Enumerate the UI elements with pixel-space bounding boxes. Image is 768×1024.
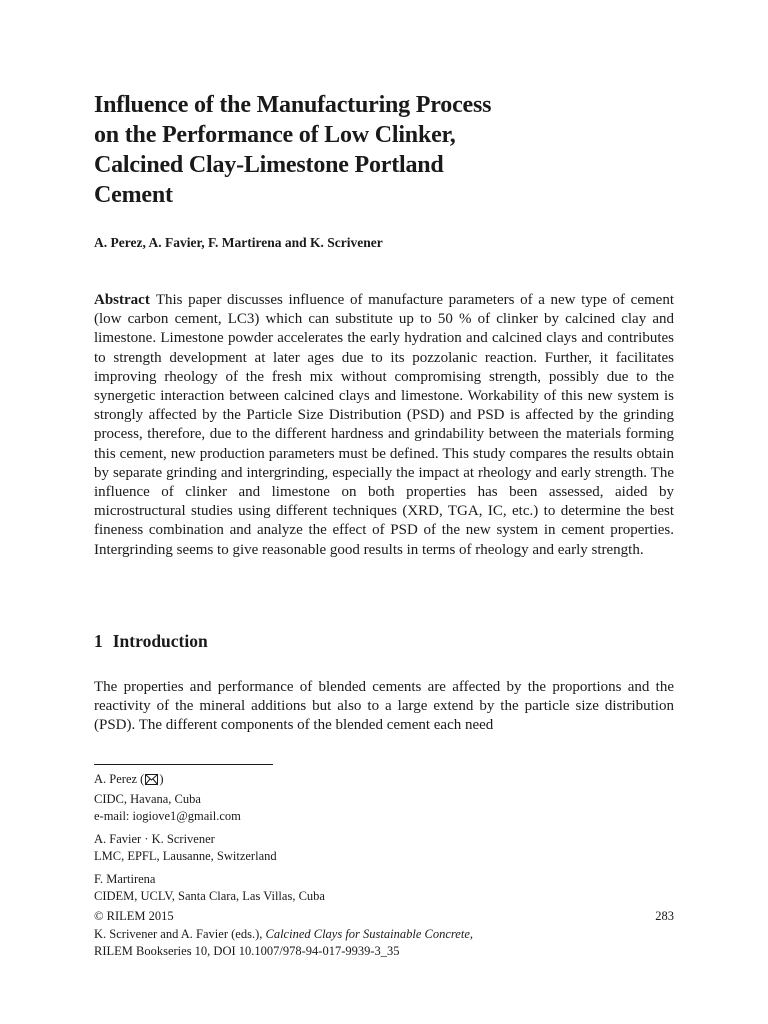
publication-info [94,908,674,961]
affiliation-email[interactable]: e-mail: iogiove1@gmail.com [94,809,241,823]
title-line: on the Performance of Low Clinker, [94,122,456,148]
section-heading [94,630,208,652]
section-number: 1 [94,631,103,651]
affiliation-block [94,871,574,906]
abstract-text: This paper discusses influence of manufacture parameters of a new type of cement (low carbon cement, LC3) which can substitute up to 50 % of clinker by calcined clay and limestone. Limestone powder accelerates the early hydration and calcined clays and contributes to strength development at later ages due to its pozzolanic reaction. Further, it facilitates improving rheology of the fresh mix without compromising strength, possibly due to the synergetic interaction between calcined clays and limestone. Workability of this new system is strongly affected by the Particle Size Distribution (PSD) and PSD is affected by the grinding process, therefore, due to the different hardness and grindability between the materials forming this cement, new production parameters must be defined. This study compares the results obtain by separate grinding and intergrinding, especially the impact at rheology and early strength. The influence of clinker and limestone on both properties has been assessed, aided by microstructural studies using different techniques (XRD, TGA, IC, etc.) to determine the best fineness combination and analyze the effect of PSD of the new system in cement properties. Intergrinding seems to give reasonable good results in terms of rheology and early strength. [94,292,674,558]
affiliation-org: CIDC, Havana, Cuba [94,791,201,806]
affiliation-author: F. Martirena [94,871,156,886]
affiliation-block [94,831,574,866]
citation-line: K. Scrivener and A. Favier (eds.), Calcined Clays for Sustainable Concrete, [94,926,473,941]
series-doi-line: RILEM Bookseries 10, DOI 10.1007/978-94-017-9939-3_35 [94,944,400,958]
title-line: Cement [94,182,173,208]
affiliation-org: CIDEM, UCLV, Santa Clara, Las Villas, Cuba [94,889,325,903]
author-list: A. Perez, A. Favier, F. Martirena and K. Scrivener [94,235,383,250]
copyright-line: © RILEM 2015 [94,909,174,923]
section-title: Introduction [112,631,208,651]
affiliation-author: A. Perez ( ) [94,771,574,791]
affiliation-block [94,771,574,826]
affiliation-author: A. Favier · K. Scrivener [94,831,215,846]
abstract-label: Abstract [94,292,150,308]
introduction-paragraph: The properties and performance of blended cements are affected by the proportions and the reactivity of the mineral additions but also to a large extend by the particle size distribution (PSD). The different components of the blended cement each need [94,679,674,734]
envelope-icon [145,773,158,791]
paper-title [94,90,614,210]
title-line: Calcined Clay-Limestone Portland [94,152,444,178]
affiliation-org: LMC, EPFL, Lausanne, Switzerland [94,849,277,863]
title-line: Influence of the Manufacturing Process [94,92,492,118]
book-title: Calcined Clays for Sustainable Concrete [265,926,470,941]
page-number: 283 [655,909,674,923]
affiliations [94,771,574,911]
footnote-divider [94,764,273,765]
abstract [94,291,674,560]
